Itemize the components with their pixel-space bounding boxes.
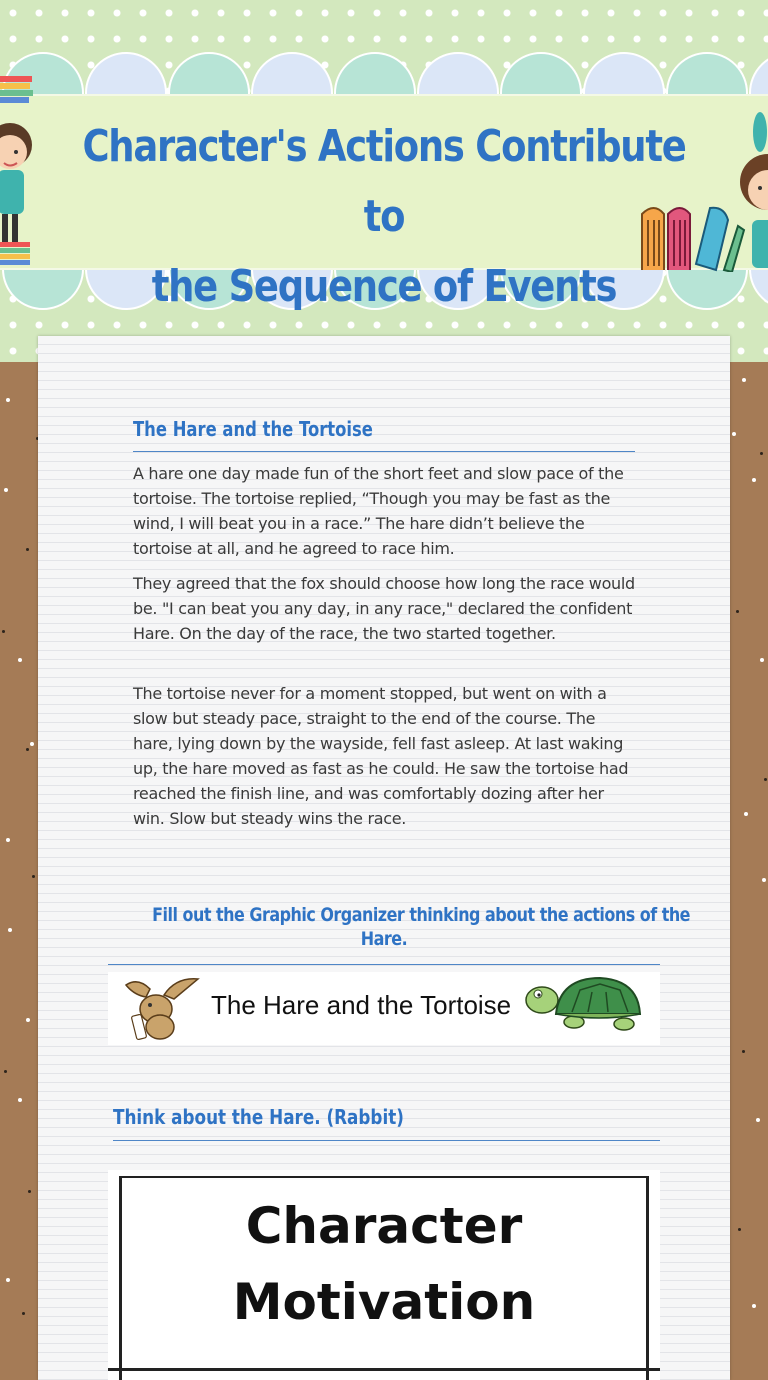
page-title-line1: Character's Actions Contribute to	[82, 121, 686, 242]
tortoise-icon	[520, 974, 648, 1040]
hare-icon	[120, 975, 202, 1043]
character-motivation-image	[108, 1170, 660, 1380]
story-heading: The Hare and the Tortoise	[133, 417, 373, 441]
organizer-divider	[108, 1368, 660, 1371]
organizer-heading	[108, 903, 691, 951]
story-paragraph-1: A hare one day made fun of the short feet and slow pace of the tortoise. The tortoise replied, “Though you may be fast as the wind, I will beat you in a race.” The hare didn’t believe the tortoise at all, and he agreed to race him.	[133, 464, 624, 558]
bunny-girl-icon	[738, 110, 768, 270]
organizer-title-line2: Motivation	[232, 1273, 536, 1331]
page-header	[0, 0, 768, 362]
story-paragraph-2: They agreed that the fox should choose how long the race would be. "I can beat you any day, in any race," declared the confident Hare. On the day of the race, the two started together.	[133, 574, 635, 643]
story-title-caption: The Hare and the Tortoise	[211, 990, 512, 1020]
story-paragraph-3: The tortoise never for a moment stopped, but went on with a slow but steady pace, straight to the end of the course. The hare, lying down by the wayside, fell fast asleep. At last waking up, the hare moved as fast as he could. He saw the tortoise had reached the finish line, and was comfortably dozing after her win. Slow but steady wins the race.	[133, 684, 629, 828]
page-title-line2: the Sequence of Events	[151, 261, 617, 312]
girl-with-books-icon	[0, 70, 40, 270]
organizer-title-line1: Character	[245, 1197, 523, 1255]
organizer-heading-line1: Fill out the Graphic Organizer thinking about the actions of the	[152, 904, 691, 926]
page-title	[78, 112, 690, 322]
organizer-heading-line2: Hare.	[360, 928, 408, 950]
hare-heading-divider	[113, 1140, 660, 1141]
hare-heading: Think about the Hare. (Rabbit)	[113, 1105, 404, 1129]
story-title-image	[108, 972, 660, 1045]
organizer-heading-divider	[108, 964, 660, 965]
story-heading-divider	[133, 451, 635, 452]
